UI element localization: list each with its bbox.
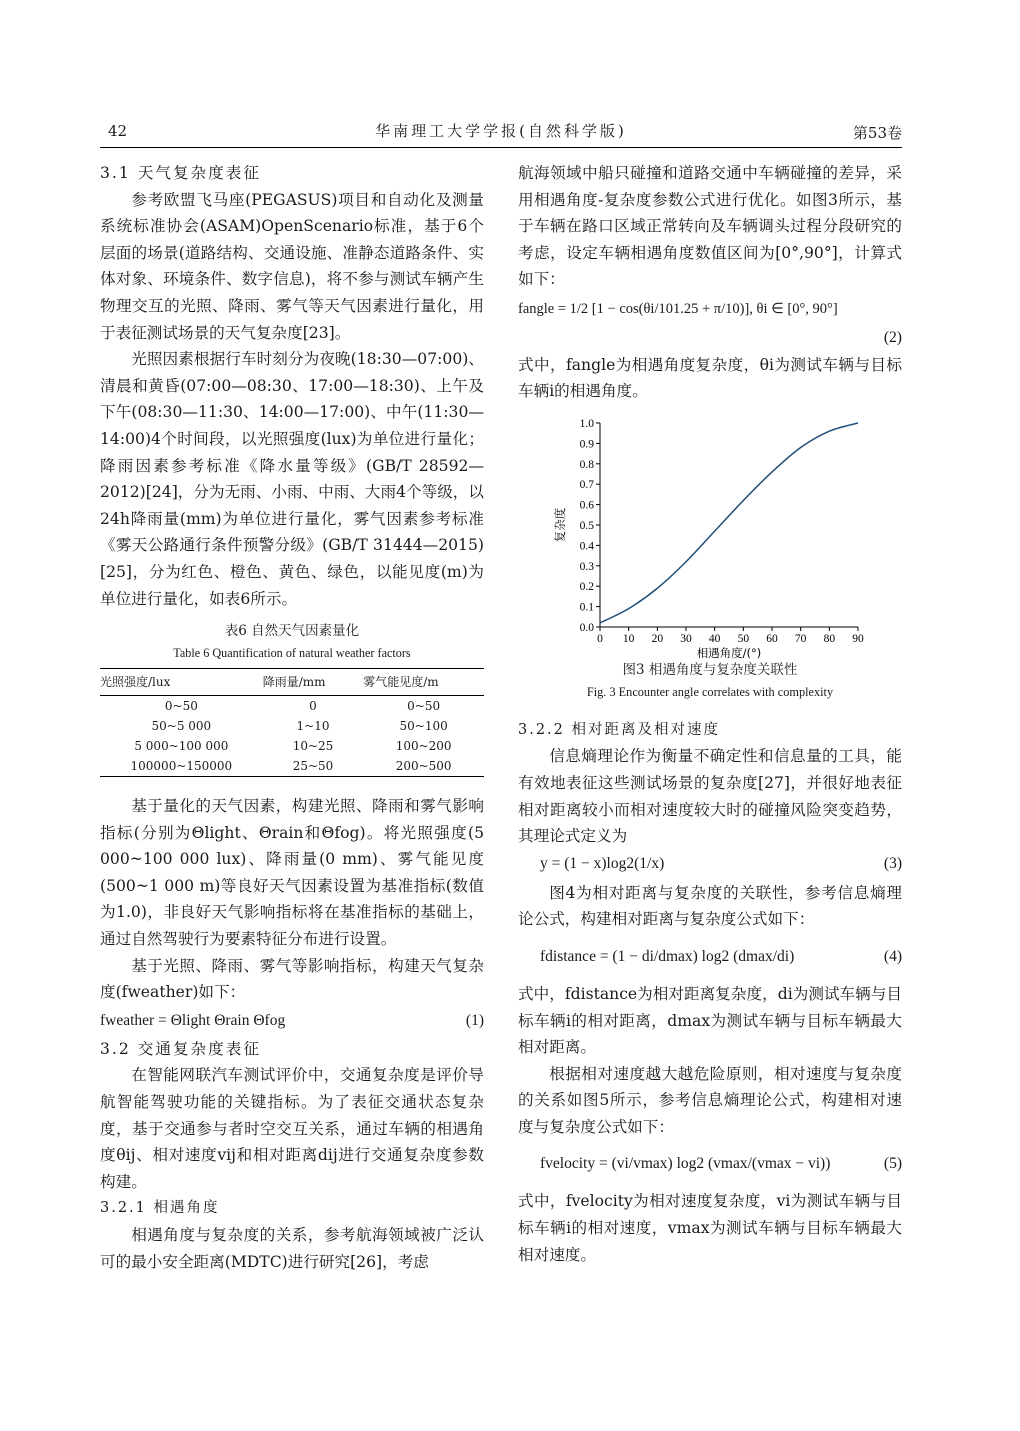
paragraph: 根据相对速度越大越危险原则，相对速度与复杂度的关系如图5所示，参考信息熵理论公式，构建相对速度与复杂度公式如下： [518,1064,902,1136]
equation-1 [100,1006,484,1036]
section-3-1-title: 3.1 天气复杂度表征 [100,164,261,182]
equation-number: (1) [465,1011,484,1029]
equation-3 [518,850,902,880]
paragraph: 基于量化的天气因素，构建光照、降雨和雾气影响指标(分别为Θlight、Θrain和Θfog)。将光照强度(5 000~100 000 lux)、降雨量(0 mm)、雾气能见度(500~1 000 m)等良好天气因素设置为基准指标(数值为1.0)，非良好天气影响指标将在基准指标的基础上，通过自然驾驶行为要素特征分布进行设置。 [100,797,484,949]
table-row [100,736,484,756]
paragraph: 图4为相对距离与复杂度的关联性，参考信息熵理论公式，构建相对距离与复杂度公式如下： [518,883,902,929]
x-tick-label: 80 [823,632,836,645]
table-cell: 50~5 000 [151,719,212,734]
table-cell: 25~50 [263,756,364,777]
table-header-light: 光照强度/lux [100,669,263,696]
x-tick-label: 70 [794,632,807,645]
table-header-rain: 降雨量/mm [263,669,364,696]
paragraph: 信息熵理论作为衡量不确定性和信息量的工具，能有效地表征这些测试场景的复杂度[27]，并很好地表征相对距离较小而相对速度较大时的碰撞风险突变趋势，其理论式定义为 [518,747,902,846]
header-rule [100,147,902,148]
x-tick-label: 90 [852,632,864,645]
paragraph: 相遇角度与复杂度的关系，参考航海领域被广泛认可的最小安全距离(MDTC)进行研究[26]，考虑 [100,1226,484,1271]
table-cell: 5 000~100 000 [134,739,229,754]
equation-number: (2) [883,328,902,346]
equation-2 [518,293,902,325]
y-tick-label: 0.8 [579,458,594,471]
table-cell: 10~25 [292,739,334,754]
y-tick-label: 0.6 [579,499,594,512]
equation-number: (4) [883,947,902,965]
x-tick-label: 10 [622,632,635,645]
equation-number: (3) [883,855,902,873]
equation-body: y = (1 − x)log2(1/x) [540,855,665,873]
table-cell: 100~200 [395,739,452,754]
y-tick-label: 0.2 [579,580,594,593]
x-tick-label: 30 [680,632,692,645]
volume-label: 第53卷 [852,124,902,142]
figure-3-chart [518,409,902,659]
section-3-2-2-title: 3.2.2 相对距离及相对速度 [518,721,721,738]
equation-body: fvelocity = (vi/vmax) log2 (vmax/(vmax − vi)) [540,1155,831,1173]
x-tick-label: 40 [708,632,721,645]
table-header-fog: 雾气能见度/m [363,669,484,696]
table-row [100,696,484,717]
equation-body: fdistance = (1 − di/dmax) log2 (dmax/di) [540,947,795,965]
paragraph: 光照因素根据行车时刻分为夜晚(18:30—07:00)、清晨和黄昏(07:00—08:30、17:00—18:30)、上午及下午(08:30—11:30、14:00—17:00)、中午(11:30—14:00)4个时间段，以光照强度(lux)为单位进行量化；降雨因素参考标准《降水量等级》(GB/T 28592—2012)[24]，分为无雨、小雨、中雨、大雨4个等级，以24h降雨量(mm)为单位进行量化，雾气因素参考标准《雾天公路通行条件预警分级》(GB/T 31444—2015)[25]，分为红色、橙色、黄色、绿色，以能见度(m)为单位进行量化，如表6所示。 [100,350,484,608]
equation-body: fweather = Θlight Θrain Θfog [100,1011,286,1029]
equation-body: fangle = 1/2 [1 − cos(θi/101.25 + π/10)], θi ∈ [0°, 90°] [518,300,838,317]
table-cell: 1~10 [296,719,330,734]
paragraph: 航海领域中船只碰撞和道路交通中车辆碰撞的差异，采用相遇角度-复杂度参数公式进行优化。如图3所示，基于车辆在路口区域正常转向及车辆调头过程分段研究的考虑，设定车辆相遇角度数值区间为[0°,90°]，计算式如下： [518,164,902,289]
section-3-2-1-title: 3.2.1 相遇角度 [100,1200,220,1217]
table-cell: 0~50 [164,699,198,714]
y-tick-label: 0.0 [579,621,594,634]
x-tick-label: 20 [651,632,664,645]
y-tick-label: 0.9 [579,438,594,451]
section-3-2-title: 3.2 交通复杂度表征 [100,1039,261,1058]
x-axis-label: 相遇角度/(°) [696,645,762,659]
y-tick-label: 1.0 [579,417,594,430]
table-cell: 200~500 [363,756,484,777]
equation-5 [518,1140,902,1188]
chart-svg [518,409,902,659]
paragraph: 在智能网联汽车测试评价中，交通复杂度是评价导航智能驾驶功能的关键指标。为了表征交通状态复杂度，基于交通参与者时空交互关系，通过车辆的相遇角度θij、相对速度vij和相对距离dij进行交通复杂度参数构建。 [100,1066,484,1191]
page-number: 42 [108,122,128,140]
left-column [100,160,484,1275]
equation-4 [518,933,902,981]
figure-3-caption-en: Fig. 3 Encounter angle correlates with complexity [586,684,834,699]
running-header [100,120,902,144]
figure-3-caption-cn: 图3 相遇角度与复杂度关联性 [622,661,798,678]
paragraph: 式中，fvelocity为相对速度复杂度，vi为测试车辆与目标车辆i的相对速度，vmax为测试车辆与目标车辆最大相对速度。 [518,1192,902,1264]
y-tick-label: 0.4 [579,540,594,553]
weather-table [100,668,484,777]
table-cell: 0~50 [407,699,441,714]
journal-title: 华南理工大学学报(自然科学版) [375,122,627,140]
paragraph: 基于光照、降雨、雾气等影响指标，构建天气复杂度(fweather)如下： [100,956,484,1002]
table-cell: 0 [309,699,317,714]
y-tick-label: 0.3 [579,560,594,573]
y-tick-label: 0.7 [579,478,594,491]
y-tick-label: 0.1 [579,601,594,614]
table-6-caption-cn: 表6 自然天气因素量化 [224,623,360,640]
equation-number: (5) [883,1155,902,1173]
paragraph: 参考欧盟飞马座(PEGASUS)项目和自动化及测量系统标准协会(ASAM)OpenScenario标准，基于6个层面的场景(道路结构、交通设施、准静态道路条件、实体对象、环境条件、数字信息)，将不参与测试车辆产生物理交互的光照、降雨、雾气等天气因素进行量化，用于表征测试场景的天气复杂度[23]。 [100,190,484,342]
paragraph: 式中，fdistance为相对距离复杂度，di为测试车辆与目标车辆i的相对距离，dmax为测试车辆与目标车辆最大相对距离。 [518,984,902,1057]
table-row [100,716,484,736]
paragraph: 式中，fangle为相遇角度复杂度，θi为测试车辆与目标车辆i的相遇角度。 [518,355,902,401]
x-tick-label: 0 [597,632,603,645]
y-axis-label: 复杂度 [553,507,567,542]
y-tick-label: 0.5 [579,519,594,532]
table-row [100,756,484,777]
complexity-curve [600,423,858,623]
table-cell: 100000~150000 [100,756,263,777]
table-cell: 50~100 [399,719,448,734]
right-column [518,160,902,1268]
table-6-caption-en: Table 6 Quantification of natural weather factors [173,646,411,661]
x-tick-label: 60 [766,632,778,645]
x-tick-label: 50 [737,632,750,645]
